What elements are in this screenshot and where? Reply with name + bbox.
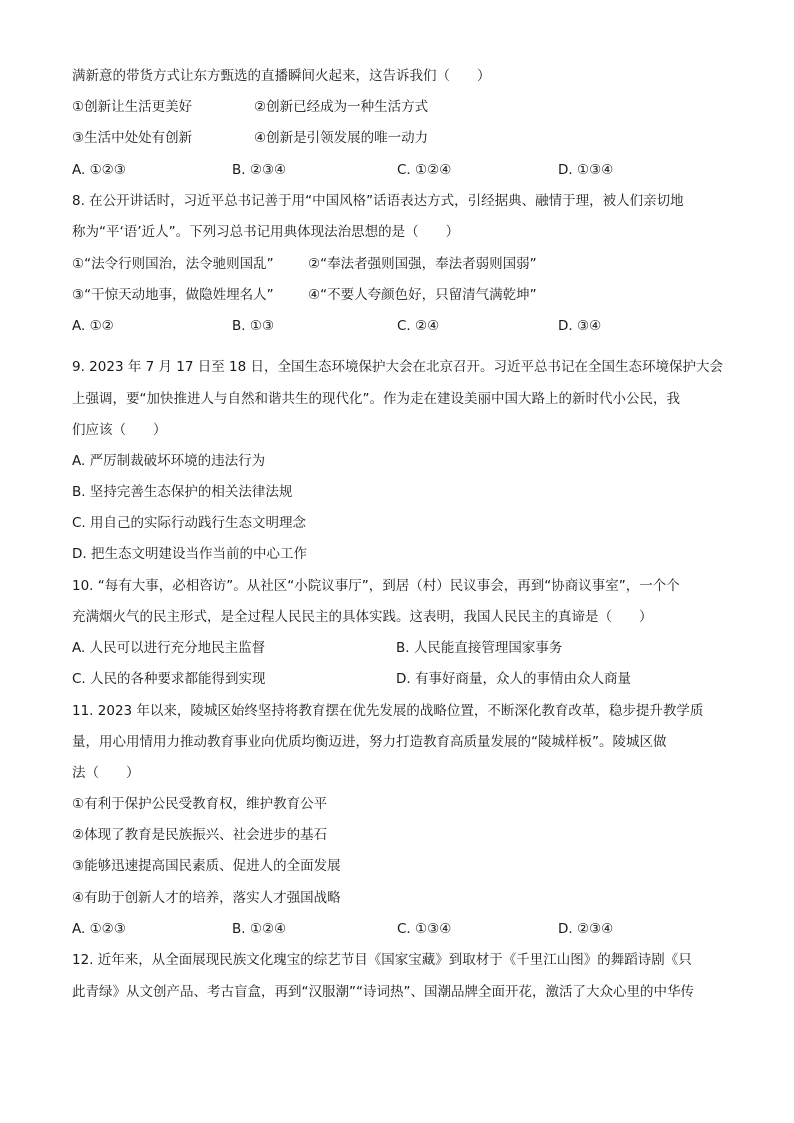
- q7-option-b: B. ②③④: [232, 162, 287, 178]
- q10-option-b: B. 人民能直接管理国家事务: [396, 640, 563, 656]
- q7-statement-2: ②创新已经成为一种生活方式: [254, 99, 429, 115]
- q9-option-a: A. 严厉制裁破坏环境的违法行为: [72, 453, 266, 469]
- q11-option-a: A. ①②③: [72, 921, 126, 937]
- q11-statement-2: ②体现了教育是民族振兴、社会进步的基石: [72, 827, 328, 843]
- q11-stem-line-3: 法（ ）: [72, 765, 140, 781]
- q8-statement-1: ①“法令行则国治，法令驰则国乱”: [72, 256, 274, 272]
- q8-stem-line-2: 称为“平‘语’近人”。下列习总书记用典体现法治思想的是（ ）: [72, 224, 460, 240]
- q11-option-d: D. ②③④: [558, 921, 614, 937]
- q11-statement-1: ①有利于保护公民受教育权，维护教育公平: [72, 796, 328, 812]
- q7-stem-tail: 满新意的带货方式让东方甄选的直播瞬间火起来，这告诉我们（ ）: [72, 68, 491, 84]
- q10-option-c: C. 人民的各种要求都能得到实现: [72, 671, 266, 687]
- q7-statement-3: ③生活中处处有创新: [72, 130, 193, 146]
- q9-option-d: D. 把生态文明建设当作当前的中心工作: [72, 546, 307, 562]
- q9-option-b: B. 坚持完善生态保护的相关法律法规: [72, 484, 293, 500]
- q11-statement-4: ④有助于创新人才的培养，落实人才强国战略: [72, 890, 341, 906]
- q10-option-a: A. 人民可以进行充分地民主监督: [72, 640, 266, 656]
- q8-option-a: A. ①②: [72, 318, 114, 334]
- q11-option-c: C. ①③④: [397, 921, 452, 937]
- q11-statement-3: ③能够迅速提高国民素质、促进人的全面发展: [72, 858, 341, 874]
- q8-statement-3: ③“干惊天动地事，做隐姓埋名人”: [72, 287, 274, 303]
- q7-option-c: C. ①②④: [397, 162, 452, 178]
- q9-option-c: C. 用自己的实际行动践行生态文明理念: [72, 515, 307, 531]
- q10-option-d: D. 有事好商量，众人的事情由众人商量: [396, 671, 631, 687]
- q8-stem-line-1: 8. 在公开讲话时，习近平总书记善于用“中国风格”话语表达方式，引经据典、融情于理，被人们亲切地: [72, 193, 684, 209]
- q11-option-b: B. ①②④: [232, 921, 287, 937]
- q7-statement-4: ④创新是引领发展的唯一动力: [254, 130, 429, 146]
- q12-stem-line-2: 此青绿》从文创产品、考古盲盒，再到“汉服潮”“诗词热”、国潮品牌全面开花，激活了大众心里的中华传: [72, 984, 694, 1000]
- q8-statement-4: ④“不要人夸颜色好，只留清气满乾坤”: [308, 287, 537, 303]
- q8-option-d: D. ③④: [558, 318, 602, 334]
- q10-stem-line-1: 10. “每有大事，必相咨访”。从社区“小院议事厅”，到居（村）民议事会，再到“协商议事室”，一个个: [72, 578, 680, 594]
- q8-statement-2: ②“奉法者强则国强，奉法者弱则国弱”: [308, 256, 537, 272]
- q11-stem-line-1: 11. 2023 年以来，陵城区始终坚持将教育摆在优先发展的战略位置，不断深化教育改革，稳步提升教学质: [72, 703, 704, 719]
- q8-option-c: C. ②④: [397, 318, 440, 334]
- q11-stem-line-2: 量，用心用情用力推动教育事业向优质均衡迈进，努力打造教育高质量发展的“陵城样板”。陵城区做: [72, 734, 667, 750]
- q9-stem-line-2: 上强调，要“加快推进人与自然和谐共生的现代化”。作为走在建设美丽中国大路上的新时代小公民，我: [72, 391, 680, 407]
- q12-stem-line-1: 12. 近年来，从全面展现民族文化瑰宝的综艺节目《国家宝藏》到取材于《千里江山图》的舞蹈诗剧《只: [72, 952, 692, 968]
- q7-option-a: A. ①②③: [72, 162, 126, 178]
- q7-statement-1: ①创新让生活更美好: [72, 99, 193, 115]
- q10-stem-line-2: 充满烟火气的民主形式，是全过程人民民主的具体实践。这表明，我国人民民主的真谛是（ ）: [72, 609, 653, 625]
- q9-stem-line-1: 9. 2023 年 7 月 17 日至 18 日，全国生态环境保护大会在北京召开。习近平总书记在全国生态环境保护大会: [72, 359, 724, 375]
- q8-option-b: B. ①③: [232, 318, 275, 334]
- q7-option-d: D. ①③④: [558, 162, 614, 178]
- q9-stem-line-3: 们应该（ ）: [72, 422, 167, 438]
